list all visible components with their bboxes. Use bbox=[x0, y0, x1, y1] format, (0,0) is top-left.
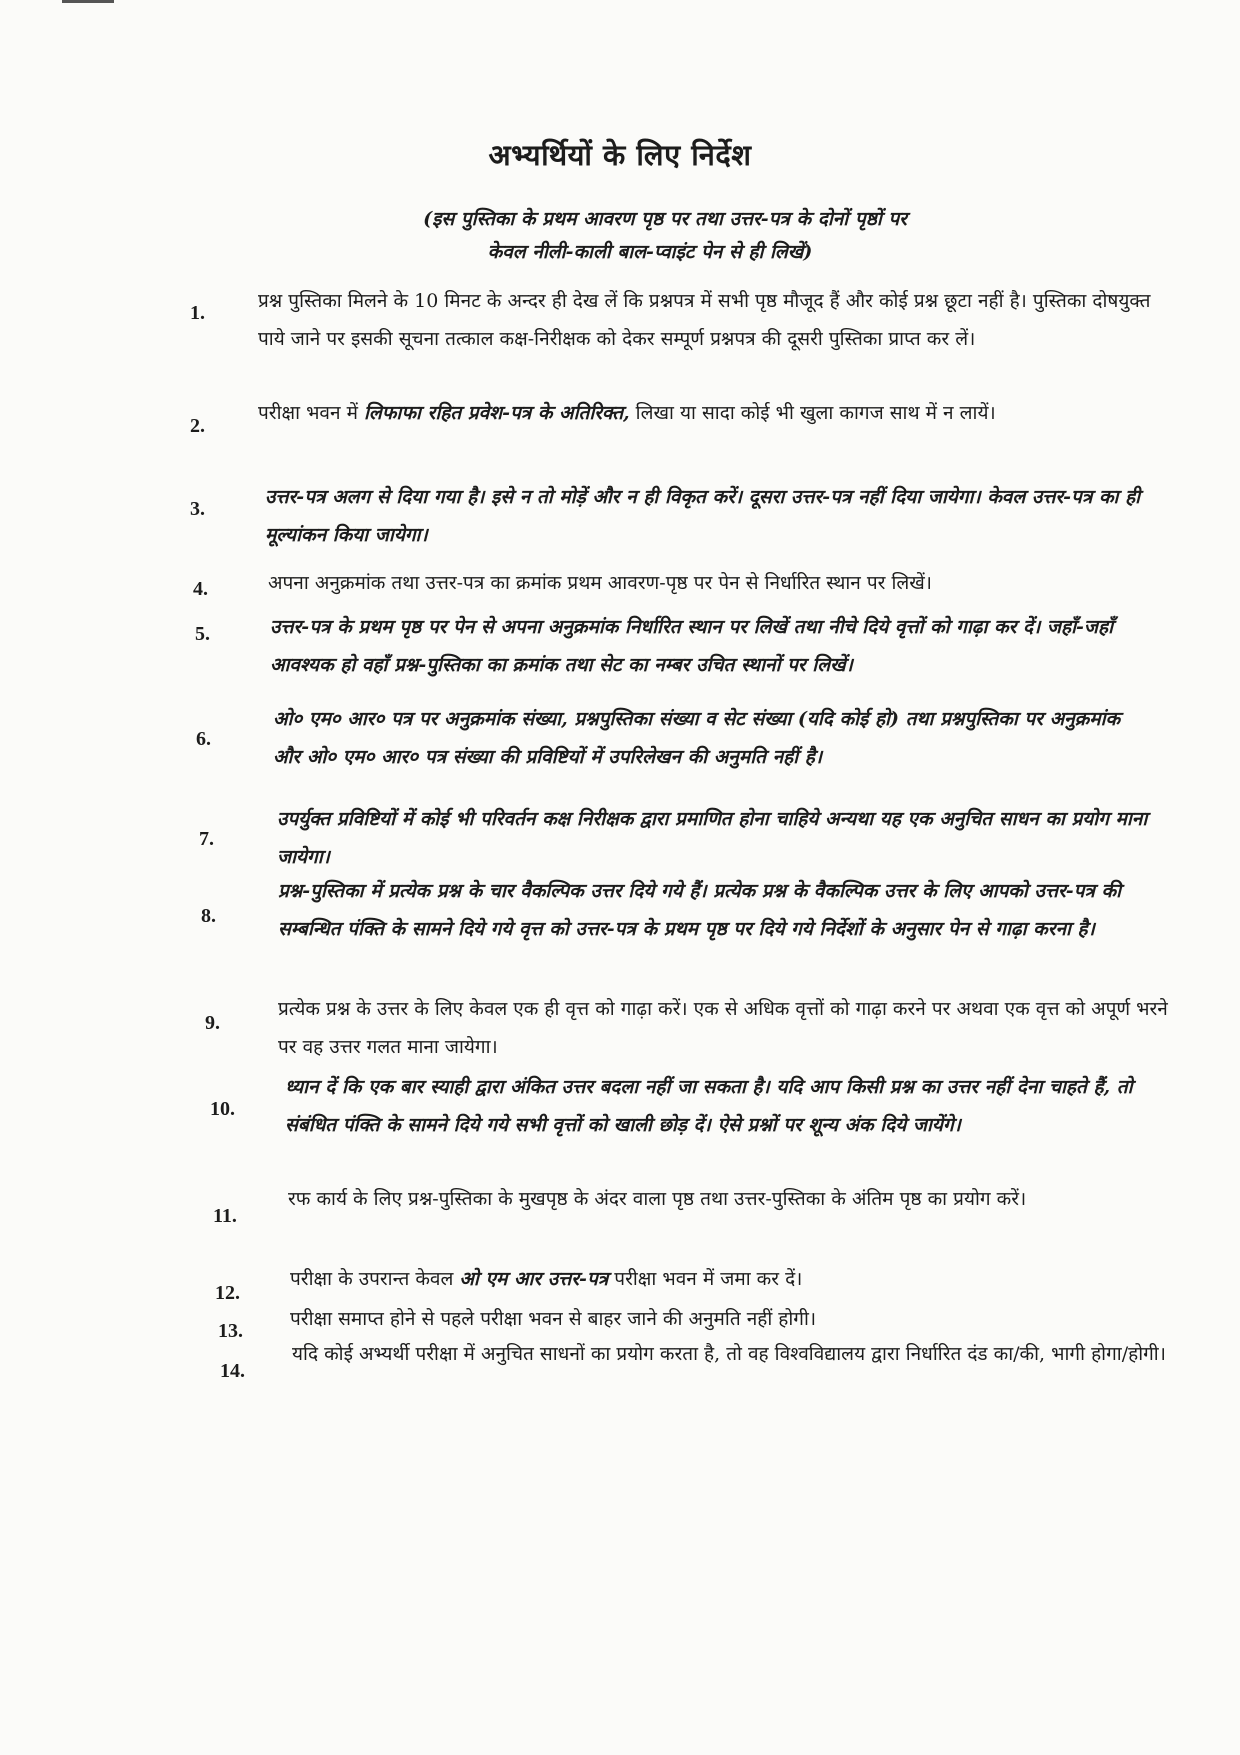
item-number: 8. bbox=[201, 905, 216, 927]
item-number: 5. bbox=[195, 623, 210, 645]
page-title: अभ्यर्थियों के लिए निर्देश bbox=[488, 138, 752, 172]
item-text: यदि कोई अभ्यर्थी परीक्षा में अनुचित साधनों का प्रयोग करता है, तो वह विश्वविद्यालय द्वारा निर्धारित दंड का/की, भागी होगा/होगी। bbox=[292, 1343, 1166, 1365]
item-text-plain: लिखा या सादा कोई भी खुला कागज साथ में न लायें। bbox=[629, 402, 996, 424]
subtitle-line-1: (इस पुस्तिका के प्रथम आवरण पृष्ठ पर तथा उत्तर-पत्र के दोनों पृष्ठों पर bbox=[423, 208, 907, 230]
item-text: उत्तर-पत्र के प्रथम पृष्ठ पर पेन से अपना अनुक्रमांक निर्धारित स्थान पर लिखें तथा नीचे दिये वृत्तों को गाढ़ा कर दें। जहाँ-जहाँ आवश्यक हो वहाँ प्रश्न-पुस्तिका का क्रमांक तथा सेट का नम्बर उचित स्थानों पर लिखें। bbox=[270, 616, 1114, 676]
item-number: 1. bbox=[190, 302, 205, 324]
item-text bbox=[290, 1260, 1170, 1298]
item-number: 2. bbox=[190, 415, 205, 437]
item-text: ध्यान दें कि एक बार स्याही द्वारा अंकित उत्तर बदला नहीं जा सकता है। यदि आप किसी प्रश्न का उत्तर नहीं देना चाहते हैं, तो संबंधित पंक्ति के सामने दिये गये सभी वृत्तों को खाली छोड़ दें। ऐसे प्रश्नों पर शून्य अंक दिये जायेंगे। bbox=[285, 1076, 1133, 1136]
item-number: 3. bbox=[190, 498, 205, 520]
item-text-emphasis: ओ एम आर उत्तर-पत्र bbox=[459, 1268, 609, 1290]
item-text: रफ कार्य के लिए प्रश्न-पुस्तिका के मुखपृष्ठ के अंदर वाला पृष्ठ तथा उत्तर-पुस्तिका के अंतिम पृष्ठ का प्रयोग करें। bbox=[288, 1188, 1027, 1210]
item-text: उपर्युक्त प्रविष्टियों में कोई भी परिवर्तन कक्ष निरीक्षक द्वारा प्रमाणित होना चाहिये अन्यथा यह एक अनुचित साधन का प्रयोग माना जायेगा। bbox=[277, 808, 1148, 868]
item-text: प्रत्येक प्रश्न के उत्तर के लिए केवल एक ही वृत्त को गाढ़ा करें। एक से अधिक वृत्तों को गाढ़ा करने पर अथवा एक वृत्त को अपूर्ण भरने पर वह उत्तर गलत माना जायेगा। bbox=[278, 998, 1168, 1058]
subtitle-line-2: केवल नीली-काली बाल-प्वाइंट पेन से ही लिखें) bbox=[487, 241, 813, 263]
item-number: 13. bbox=[218, 1320, 243, 1342]
item-number: 11. bbox=[213, 1205, 237, 1227]
item-number: 6. bbox=[196, 728, 211, 750]
item-text bbox=[258, 394, 1158, 432]
item-text-plain: परीक्षा भवन में bbox=[258, 402, 364, 424]
item-text: परीक्षा समाप्त होने से पहले परीक्षा भवन से बाहर जाने की अनुमति नहीं होगी। bbox=[290, 1308, 817, 1330]
item-number: 7. bbox=[199, 828, 214, 850]
item-text: ओ० एम० आर० पत्र पर अनुक्रमांक संख्या, प्रश्नपुस्तिका संख्या व सेट संख्या (यदि कोई हो) तथा प्रश्नपुस्तिका पर अनुक्रमांक और ओ० एम० आर० पत्र संख्या की प्रविष्टियों में उपरिलेखन की अनुमति नहीं है। bbox=[273, 708, 1121, 768]
item-text: उत्तर-पत्र अलग से दिया गया है। इसे न तो मोड़ें और न ही विकृत करें। दूसरा उत्तर-पत्र नहीं दिया जायेगा। केवल उत्तर-पत्र का ही मूल्यांकन किया जायेगा। bbox=[265, 486, 1141, 546]
item-text: प्रश्न पुस्तिका मिलने के 10 मिनट के अन्दर ही देख लें कि प्रश्नपत्र में सभी पृष्ठ मौजूद हैं और कोई प्रश्न छूटा नहीं है। पुस्तिका दोषयुक्त पाये जाने पर इसकी सूचना तत्काल कक्ष-निरीक्षक को देकर सम्पूर्ण प्रश्नपत्र की दूसरी पुस्तिका प्राप्त कर लें। bbox=[258, 290, 1151, 350]
item-number: 4. bbox=[193, 578, 208, 600]
item-text-plain: परीक्षा भवन में जमा कर दें। bbox=[608, 1268, 803, 1290]
item-text: अपना अनुक्रमांक तथा उत्तर-पत्र का क्रमांक प्रथम आवरण-पृष्ठ पर पेन से निर्धारित स्थान पर लिखें। bbox=[268, 572, 933, 594]
item-text-emphasis: लिफाफा रहित प्रवेश-पत्र के अतिरिक्त, bbox=[363, 402, 630, 424]
scan-edge-mark bbox=[62, 0, 114, 3]
item-number: 14. bbox=[220, 1360, 245, 1382]
item-number: 12. bbox=[215, 1282, 240, 1304]
item-text: प्रश्न-पुस्तिका में प्रत्येक प्रश्न के चार वैकल्पिक उत्तर दिये गये हैं। प्रत्येक प्रश्न के वैकल्पिक उत्तर के लिए आपको उत्तर-पत्र की सम्बन्धित पंक्ति के सामने दिये गये वृत्त को उत्तर-पत्र के प्रथम पृष्ठ पर दिये गये निर्देशों के अनुसार पेन से गाढ़ा करना है। bbox=[278, 880, 1122, 940]
item-number: 10. bbox=[210, 1098, 235, 1120]
item-number: 9. bbox=[205, 1012, 220, 1034]
item-text-plain: परीक्षा के उपरान्त केवल bbox=[290, 1268, 460, 1290]
